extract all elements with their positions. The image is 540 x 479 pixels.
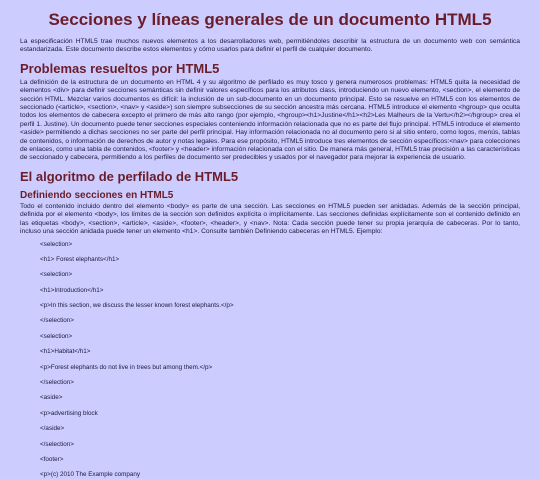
page-title: Secciones y líneas generales de un documento HTML5: [48, 10, 492, 29]
code-line: <h1> Forest elephants</h1>: [40, 255, 120, 263]
code-line: <aside>: [40, 394, 63, 402]
code-line: <p>advertising block: [40, 409, 98, 417]
code-line: </selection>: [40, 379, 74, 387]
code-line: <p>In this section, we discuss the lesser known forest elephants.</p>: [40, 302, 234, 310]
subheading-defining-sections: Definiendo secciones en HTML5: [20, 189, 174, 201]
code-line: <selection>: [40, 332, 73, 340]
section-heading-problems: Problemas resueltos por HTML5: [20, 60, 220, 76]
code-line: <footer>: [40, 455, 64, 463]
code-line: <h1>Introduction</h1>: [40, 286, 104, 294]
code-line: </selection>: [40, 440, 74, 448]
code-line: <p>Forest elephants do not live in trees but among them.</p>: [40, 363, 213, 371]
code-line: </selection>: [40, 317, 74, 325]
intro-paragraph: La especificación HTML5 trae muchos nuevos elementos a los desarrolladores web, permitiéndoles describir la estructura de un documento web con semántica estandarizada. Este documento describe estos elementos y cómo usarlos para definir el perfil de cualquier documento.: [20, 38, 520, 54]
section-heading-algorithm: El algoritmo de perfilado de HTML5: [20, 168, 239, 184]
code-line: <selection>: [40, 271, 73, 279]
code-line: </aside>: [40, 425, 65, 433]
code-line: <p>(c) 2010 The Example company: [40, 471, 140, 479]
code-line: <selection>: [40, 240, 73, 248]
defining-sections-paragraph: Todo el contenido incluido dentro del elemento <body> es parte de una sección. Las secciones en HTML5 pueden ser anidadas. Además de la sección principal, definida por el elemento <body>, los límites de la sección son definidos explícita o implícitamente. Las secciones definidas explícitamente son el contenido definido en las etiquetas <body>, <section>, <article>, <aside>, <footer>, <header>, y <nav>. Nota: Cada sección puede tener su propia jerarquía de cabeceras. Por lo tanto, incluso una sección anidada puede tener un elemento <h1>. Consulte también Definiendo cabeceras en HTML5. Ejemplo:: [20, 202, 520, 236]
code-line: <h1>Habitat</h1>: [40, 348, 91, 356]
code-example: [40, 241, 520, 479]
problems-paragraph: La definición de la estructura de un documento en HTML 4 y su algoritmo de perfilado es muy tosco y genera numerosos problemas: HTML5 quita la necesidad de elementos <div> para definir secciones semánticas sin definir valores específicos para los atributos class, introduciendo un nuevo elemento, <section>, el elemento de sección HTML. Mezclar varios documentos es difícil: la inclusión de un sub-documento en un documento principal. Esto se resuelve en HTML5 con los elementos de seccionado (<article>, <section>, <nav> y <aside>) son siempre subsecciones de su sección ancestra más cercana. HTML5 introduce el elemento <hgroup> que oculta todos los elementos de cabecera excepto el primero de más alto rango (por ejemplo, <hgroup><h1>Justine</h1><h2>Les Malheurs de la Vertu</h2></hgroup> crea el perfil 1. Justine). Un documento puede tener secciones especiales conteniendo información relacionada que no es parte del flujo principal. HTML5 introduce el elemento <aside> permitiendo a dichas secciones no ser parte del perfil principal. Hay información relacionada no al documento pero si al sitio entero, como logos, menús, tablas de contenidos, o información de derechos de autor y notas legales. Para ese propósito, HTML5 introduce tres elementos de sección específicos:<nav> para colecciones de enlaces, como una tabla de contenidos, <footer> y <header> información relacionada con el sitio. De manera más general, HTML5 trae precisión a las características de seccionado y cabecera, permitiendo a los perfiles de documento ser predecibles y usados por el navegador para mejorar la experiencia de usuario.: [20, 78, 520, 162]
